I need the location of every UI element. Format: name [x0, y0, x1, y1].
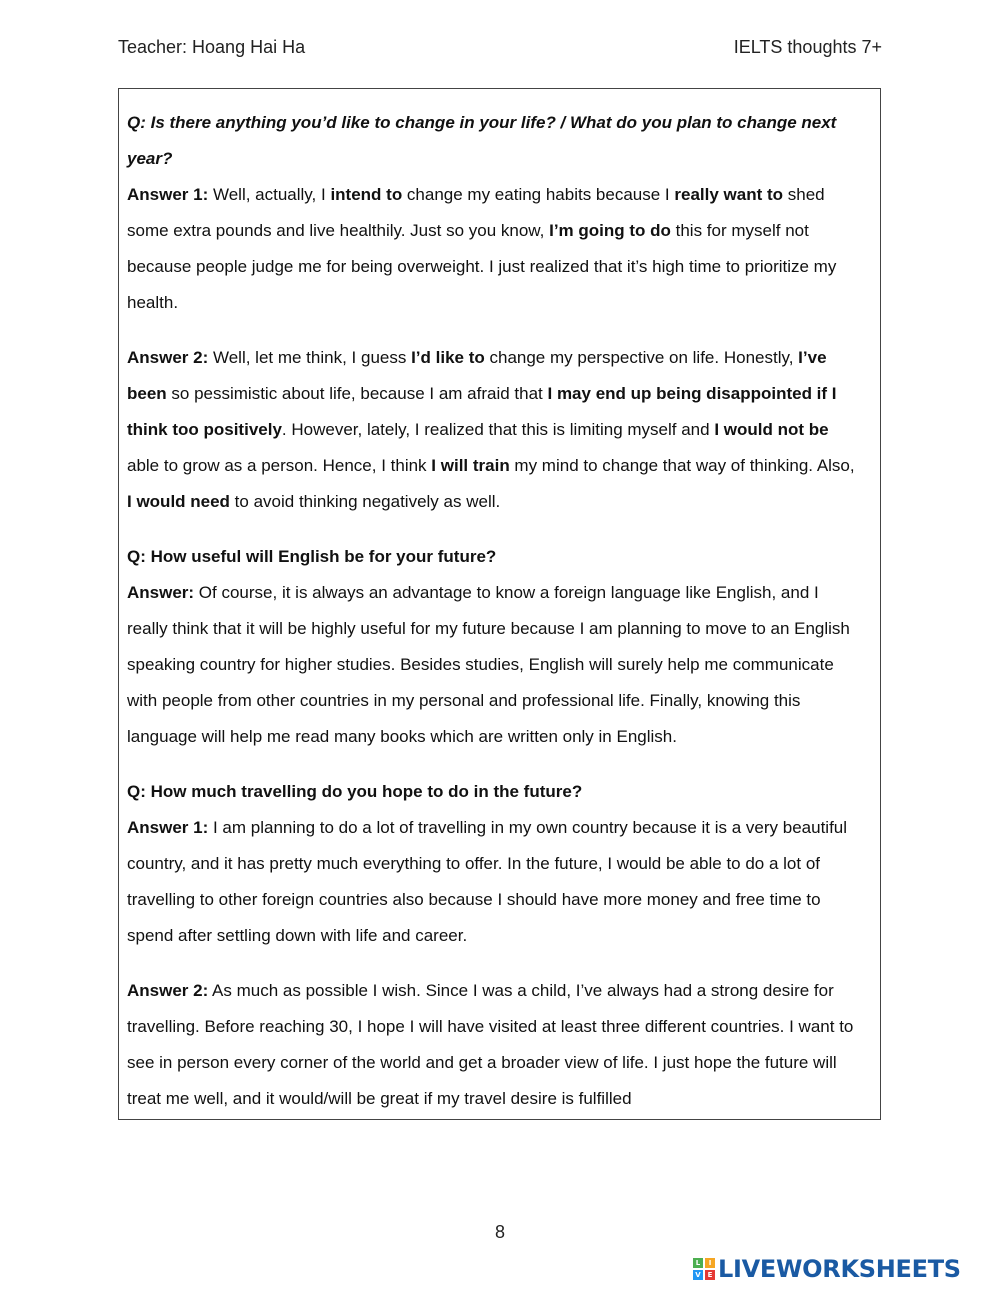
answer-label: Answer 1:	[127, 818, 209, 837]
answer-text: . However, lately, I realized that this is limiting myself and	[281, 420, 715, 439]
answer-text: able to grow as a person. Hence, I think	[127, 456, 432, 475]
answer-highlight: I’ve been	[127, 348, 827, 403]
answer-highlight: really want to	[674, 185, 784, 204]
answer-text: my mind to change that way of thinking. Also,	[509, 456, 855, 475]
logo-letter-i: I	[705, 1258, 715, 1268]
page-number: 8	[494, 1222, 505, 1242]
content-box	[118, 88, 881, 1120]
answer-change-life-1	[127, 177, 864, 321]
header-title: IELTS thoughts 7+	[733, 37, 882, 57]
answer-text: Of course, it is always an advantage to know a foreign language like English, and I really think that it will be highly useful for my future because I am planning to move to an English speaking country for higher studies. Besides studies, English will surely help me communicate with people from other countries in my personal and professional life. Finally, knowing this language will help me read many books which are written only in English.	[127, 583, 850, 746]
answer-text: As much as possible I wish. Since I was a child, I’ve always had a strong desire for travelling. Before reaching 30, I hope I will have visited at least three different countries. I want to see in person every corner of the world and get a broader view of life. I just hope the future will treat me well, and it would/will be great if my travel desire is fulfilled	[127, 981, 854, 1108]
answer-travelling-1	[127, 810, 864, 954]
answer-text: change my perspective on life. Honestly,	[484, 348, 799, 367]
answer-change-life-2	[127, 340, 864, 520]
question-change-life: Q: Is there anything you’d like to change in your life? / What do you plan to change next year?	[127, 113, 837, 168]
answer-text: Well, let me think, I guess	[208, 348, 412, 367]
answer-highlight: intend to	[330, 185, 403, 204]
answer-text: I am planning to do a lot of travelling in my own country because it is a very beautiful country, and it has pretty much everything to offer. In the future, I would be able to do a lot of travelling to other foreign countries also because I should have more money and free time to spend after settling down with life and career.	[127, 818, 848, 945]
answer-label: Answer 1:	[127, 185, 209, 204]
answer-english-future	[127, 575, 864, 755]
answer-highlight: I’m going to do	[549, 221, 671, 240]
answer-text: so pessimistic about life, because I am afraid that	[166, 384, 548, 403]
answer-highlight: I would not be	[714, 420, 829, 439]
logo-letter-e: E	[705, 1270, 715, 1280]
answer-label: Answer 2:	[127, 348, 209, 367]
answer-text: shed some extra pounds and live healthily. Just so you know,	[127, 185, 825, 240]
logo-letter-v: V	[693, 1270, 703, 1280]
logo-mark-icon	[693, 1258, 715, 1280]
question-travelling: Q: How much travelling do you hope to do in the future?	[127, 782, 583, 801]
logo-text: LIVEWORKSHEETS	[718, 1255, 961, 1283]
answer-text: change my eating habits because I	[402, 185, 675, 204]
answer-text: this for myself not because people judge me for being overweight. I just realized that it’s high time to prioritize my health.	[127, 221, 837, 312]
question-english-future: Q: How useful will English be for your future?	[127, 547, 497, 566]
answer-text: Well, actually, I	[208, 185, 331, 204]
header-teacher: Teacher: Hoang Hai Ha	[118, 37, 306, 57]
answer-text: to avoid thinking negatively as well.	[229, 492, 501, 511]
answer-highlight: I’d like to	[411, 348, 485, 367]
answer-highlight: I will train	[431, 456, 510, 475]
answer-highlight: I may end up being disappointed if I think too positively	[127, 384, 837, 439]
logo-letter-l: L	[693, 1258, 703, 1268]
liveworksheets-logo	[693, 1254, 961, 1284]
answer-label: Answer:	[127, 583, 195, 602]
answer-label: Answer 2:	[127, 981, 209, 1000]
answer-travelling-2	[127, 973, 864, 1117]
answer-highlight: I would need	[127, 492, 230, 511]
